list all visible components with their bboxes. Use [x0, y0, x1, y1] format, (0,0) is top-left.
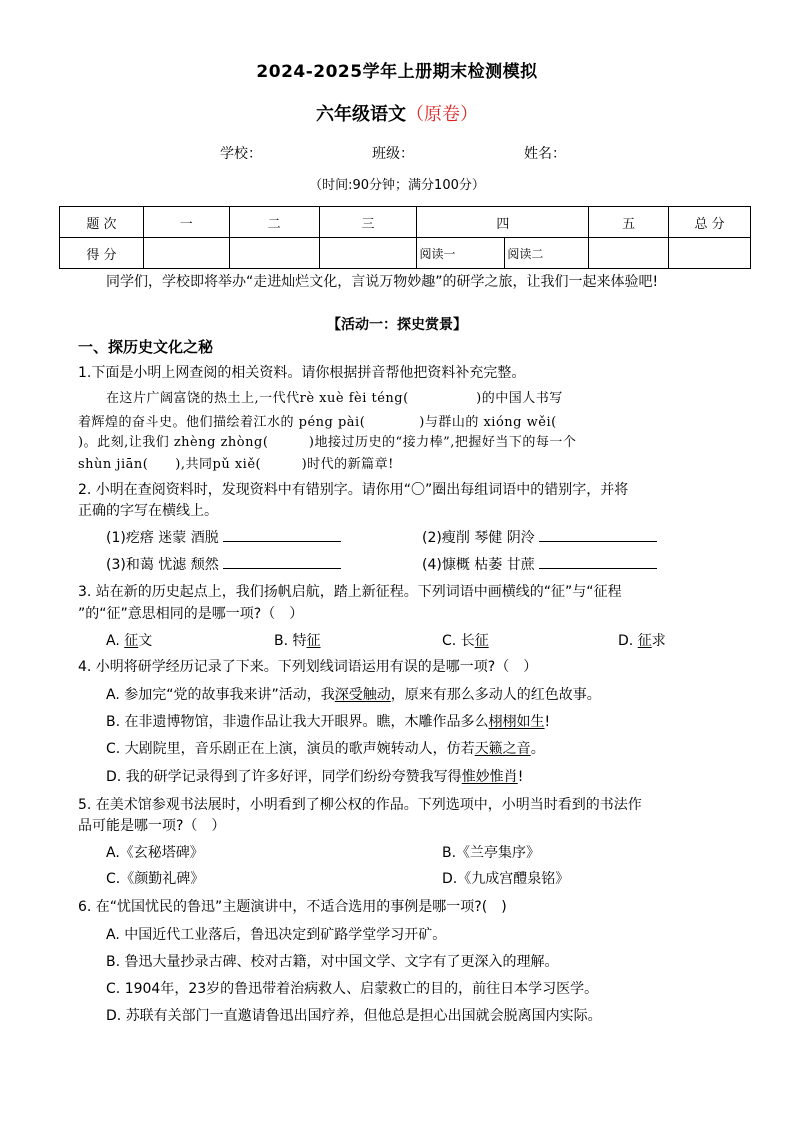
score-cell[interactable]: [229, 238, 319, 269]
q1-line4: shùn jiān( ),共同pǔ xiě( )时代的新篇章!: [78, 457, 394, 472]
q3-option-c[interactable]: C. 长征: [442, 633, 489, 649]
q5-option-b[interactable]: B.《兰亭集序》: [442, 845, 541, 861]
subtitle-tag: （原卷）: [406, 104, 478, 125]
score-header-cell: 五: [589, 207, 669, 238]
q6-option-b[interactable]: B. 鲁迅大量抄录古碑、校对古籍，对中国文学、文字有了更深入的理解。: [106, 954, 559, 970]
answer-blank[interactable]: [539, 554, 657, 569]
q2-stem-line2: 正确的字写在横线上。: [78, 503, 218, 519]
score-cell[interactable]: [589, 238, 669, 269]
school-label: 学校：: [220, 146, 262, 162]
q6-option-d[interactable]: D. 苏联有关部门一直邀请鲁迅出国疗养，但他总是担心出国就会脱离国内实际。: [106, 1008, 602, 1024]
intro-paragraph: 同学们，学校即将举办“走进灿烂文化，言说万物妙趣”的研学之旅，让我们一起来体验吧!: [106, 274, 659, 290]
q1-line2: 着辉煌的奋斗史。他们描绘着江水的 péng pài( )与群山的 xióng wěi(: [78, 415, 557, 430]
q3-stem-line2: ”的“征”意思相同的是哪一项?（ ）: [78, 606, 304, 622]
answer-blank[interactable]: [539, 527, 657, 542]
score-header-cell: 一: [143, 207, 229, 238]
score-header-cell: 总 分: [669, 207, 751, 238]
q4-option-d[interactable]: D. 我的研学记录得到了许多好评，同学们纷纷夸赞我写得惟妙惟肖!: [106, 769, 524, 785]
q5-stem-line1: 5. 在美术馆参观书法展时，小明看到了柳公权的作品。下列选项中，小明当时看到的书法作: [78, 797, 642, 813]
q3-option-a[interactable]: A. 征文: [106, 633, 153, 649]
exam-title: 2024-2025学年上册期末检测模拟: [256, 62, 538, 82]
q6-stem: 6. 在“忧国忧民的鲁迅”主题演讲中，不适合选用的事例是哪一项?( ): [78, 899, 507, 915]
score-cell[interactable]: [143, 238, 229, 269]
q2-item: [106, 527, 341, 547]
subtitle-main: 六年级语文: [316, 104, 406, 125]
q5-option-a[interactable]: A.《玄秘塔碑》: [106, 845, 204, 861]
q4-option-b[interactable]: B. 在非遗博物馆，非遗作品让我大开眼界。瞧，木雕作品多么栩栩如生!: [106, 714, 551, 730]
reading2-cell[interactable]: 阅读二: [505, 238, 589, 269]
score-table: [59, 206, 751, 269]
score-header-cell: 四: [417, 207, 589, 238]
time-note: （时间:90分钟；满分100分）: [309, 178, 485, 193]
q2-stem-line1: 2. 小明在查阅资料时，发现资料中有错别字。请你用“〇”圈出每组词语中的错别字，并将: [78, 482, 629, 498]
q5-option-d[interactable]: D.《九成宫醴泉铭》: [442, 871, 570, 887]
q3-stem-line1: 3. 站在新的历史起点上，我们扬帆启航，踏上新征程。下列词语中画横线的“征”与“征程: [78, 584, 622, 600]
q4-option-c[interactable]: C. 大剧院里，音乐剧正在上演，演员的歌声婉转动人，仿若天籁之音。: [106, 741, 545, 757]
table-row: [60, 238, 751, 269]
q6-option-c[interactable]: C. 1904年，23岁的鲁迅带着治病救人、启蒙救亡的目的，前往日本学习医学。: [106, 981, 599, 997]
q2-item-text: (1)疙瘩 迷蒙 酒脱: [106, 530, 219, 546]
answer-blank[interactable]: [223, 554, 341, 569]
q4-stem: 4. 小明将研学经历记录了下来。下列划线词语运用有误的是哪一项?（ ）: [78, 659, 538, 675]
exam-subtitle: [0, 100, 794, 126]
q2-item: [422, 554, 657, 574]
score-header-cell: 二: [229, 207, 319, 238]
score-cell[interactable]: [669, 238, 751, 269]
answer-blank[interactable]: [223, 527, 341, 542]
score-header-cell: 三: [319, 207, 417, 238]
q1-line1: 在这片广阔富饶的热土上,一代代rè xuè fèi téng( )的中国人书写: [106, 391, 563, 406]
q5-option-c[interactable]: C.《颜勤礼碑》: [106, 871, 205, 887]
q3-option-d[interactable]: D. 征求: [618, 633, 666, 649]
q2-item-text: (4)慷概 枯萎 甘蔗: [422, 557, 535, 573]
score-cell[interactable]: [319, 238, 417, 269]
score-header-cell: 题 次: [60, 207, 144, 238]
q2-item-text: (2)瘦削 琴健 阴泠: [422, 530, 535, 546]
activity-heading: 【活动一：探史赏景】: [327, 317, 467, 333]
q3-option-b[interactable]: B. 特征: [274, 633, 321, 649]
reading1-cell[interactable]: 阅读一: [417, 238, 505, 269]
q1-stem: 1.下面是小明上网查阅的相关资料。请你根据拼音帮他把资料补充完整。: [78, 365, 526, 381]
q2-item-text: (3)和蔼 忧滤 颓然: [106, 557, 219, 573]
class-label: 班级：: [372, 146, 414, 162]
q4-option-a[interactable]: A. 参加完“党的故事我来讲”活动，我深受触动，原来有那么多动人的红色故事。: [106, 687, 601, 703]
q1-line3: )。此刻,让我们 zhèng zhòng( )地接过历史的“接力棒”,把握好当下的每一个: [78, 435, 577, 450]
table-row: [60, 207, 751, 238]
section-heading: 一、探历史文化之秘: [78, 338, 214, 356]
score-row-label: 得 分: [60, 238, 144, 269]
q2-item: [106, 554, 341, 574]
q6-option-a[interactable]: A. 中国近代工业落后，鲁迅决定到矿路学堂学习开矿。: [106, 927, 447, 943]
name-label: 姓名：: [524, 146, 566, 162]
q5-stem-line2: 品可能是哪一项?（ ）: [78, 818, 226, 834]
q2-item: [422, 527, 657, 547]
